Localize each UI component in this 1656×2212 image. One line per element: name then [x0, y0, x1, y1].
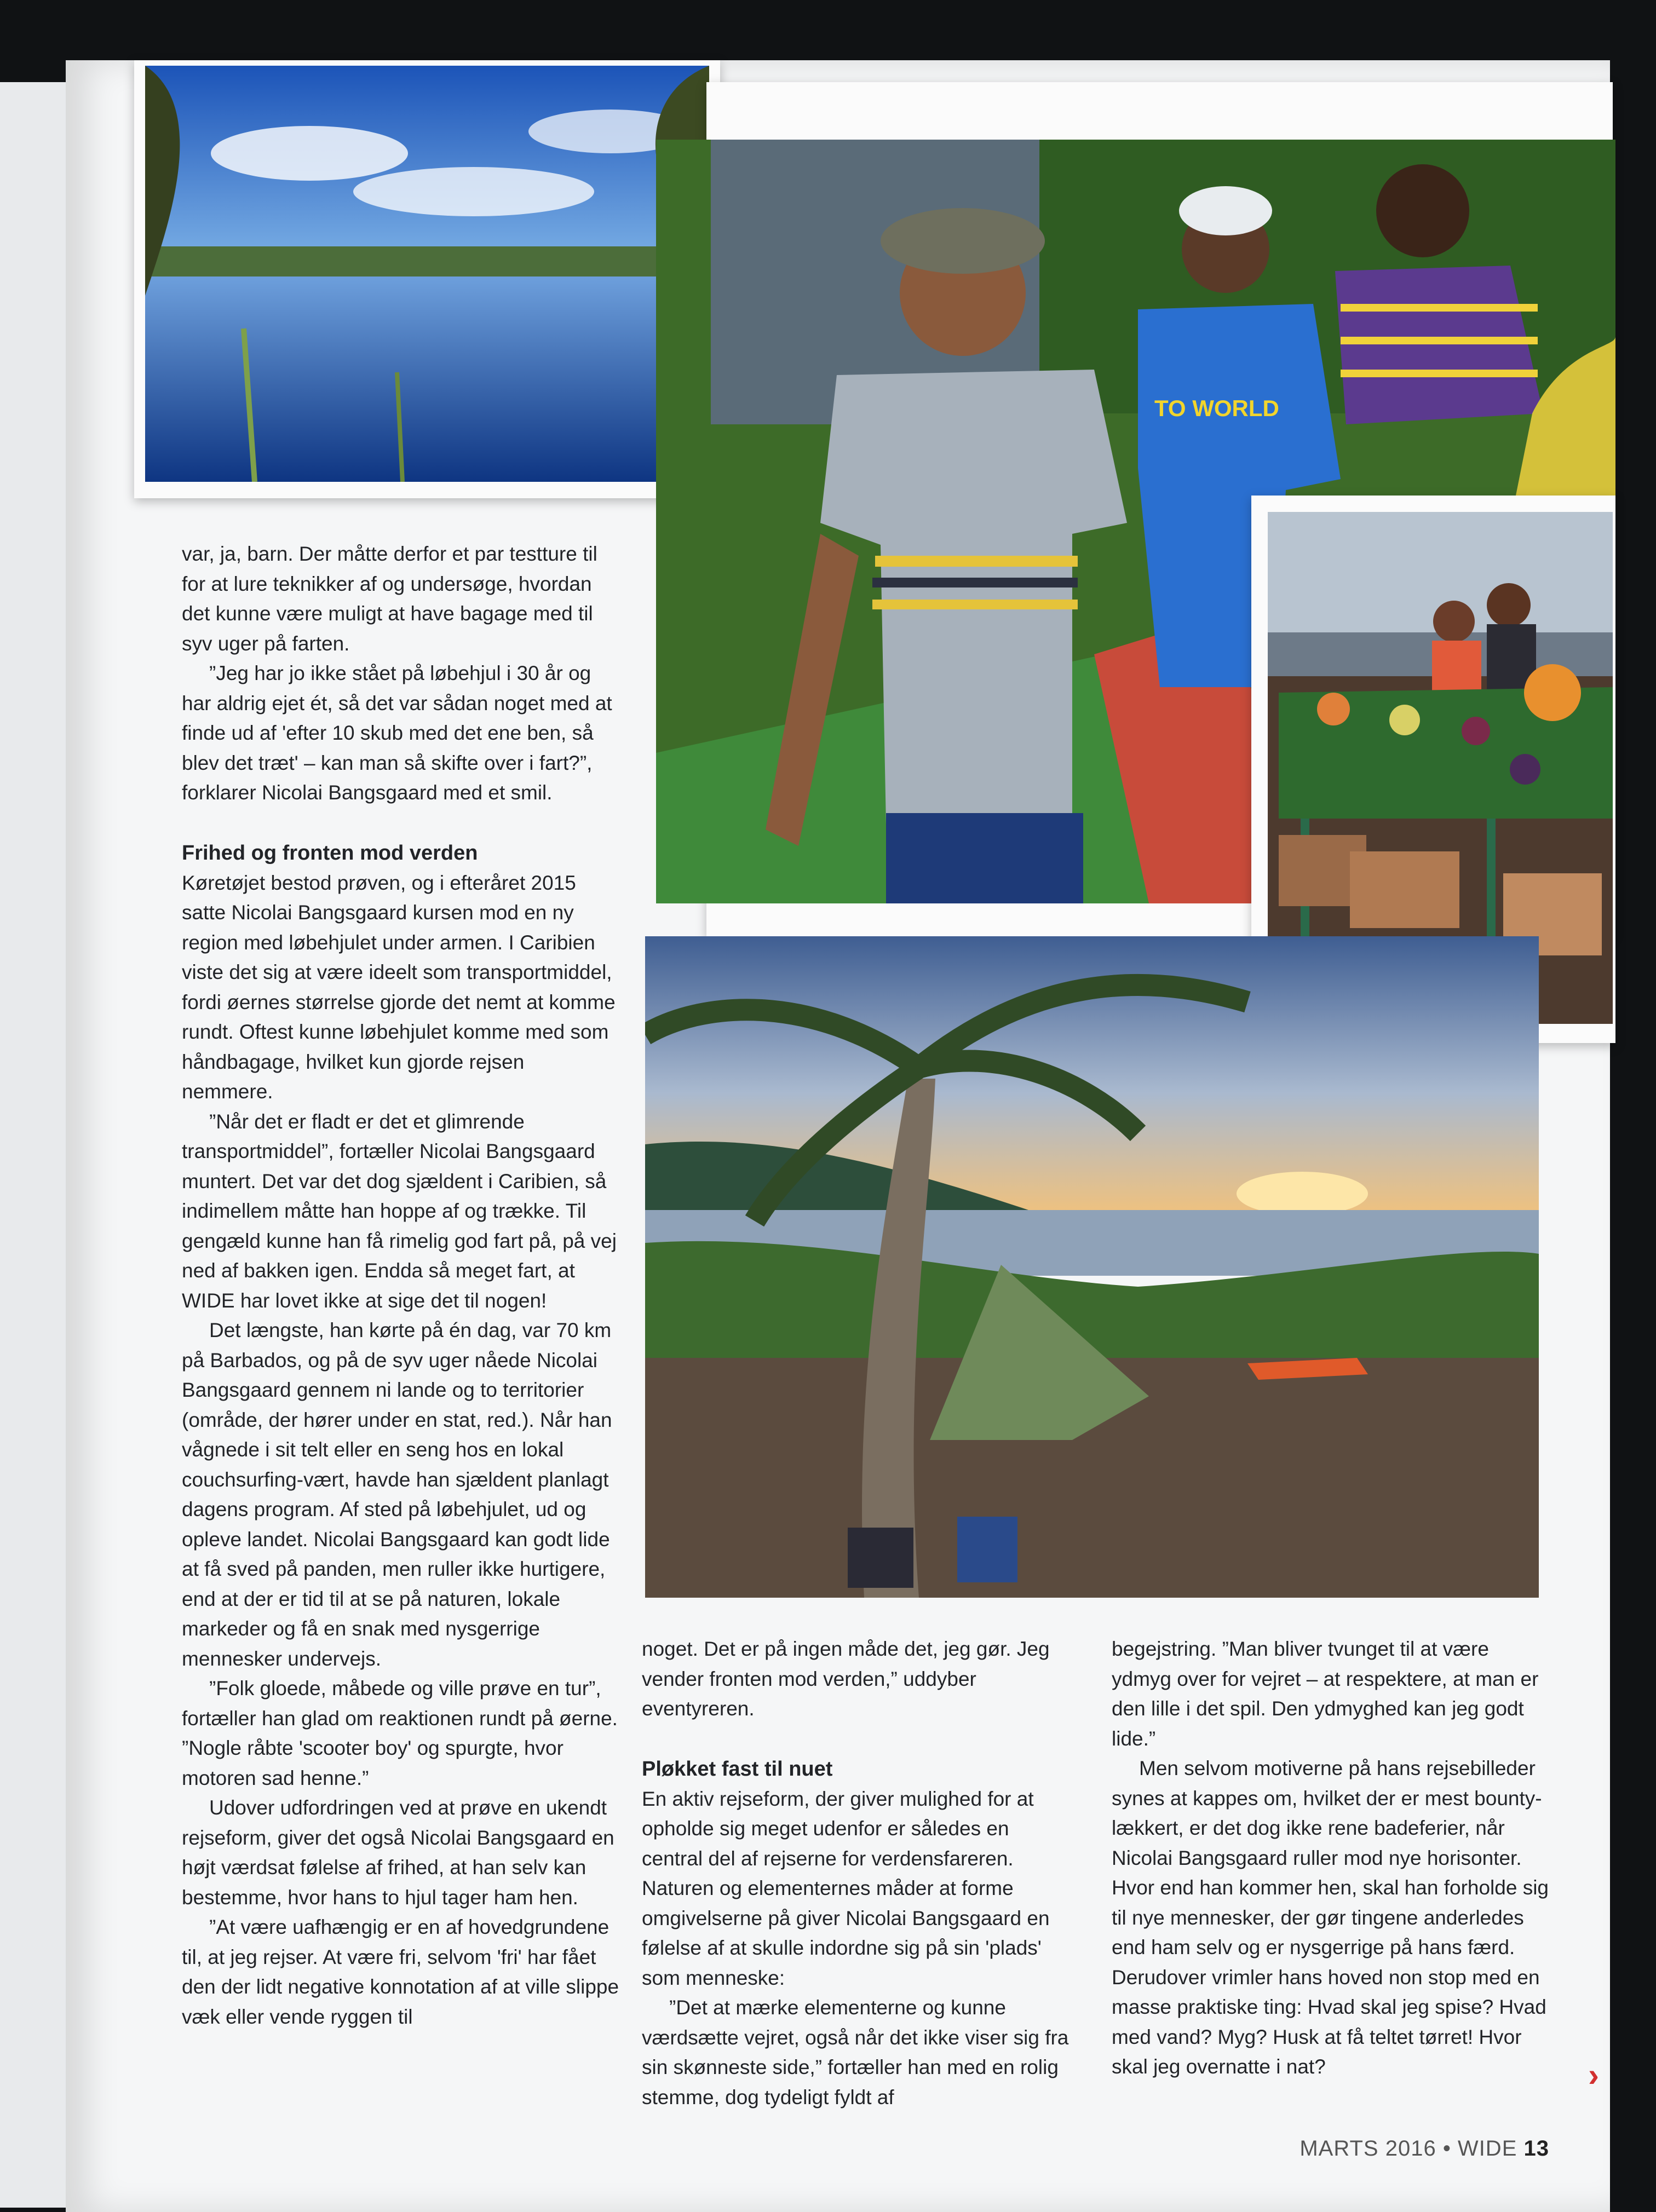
paragraph: var, ja, barn. Der måtte derfor et par testture til for at lure teknikker af og undersøge, hvordan det kunne være muligt at have bagage med til syv uger på farten.: [182, 543, 597, 655]
beach-tent-photo: [645, 936, 1539, 1598]
text-column-3: [1112, 1634, 1550, 2082]
beach-scene-icon: [645, 936, 1539, 1598]
previous-page-edge: [0, 82, 66, 2208]
page-number: 13: [1523, 2136, 1549, 2161]
spacer: [182, 808, 620, 838]
section-heading: Frihed og fronten mod verden: [182, 841, 478, 865]
issue-label: MARTS 2016 • WIDE: [1300, 2136, 1517, 2161]
lake-photo: [145, 66, 709, 482]
shirt-text: TO WORLD: [1154, 395, 1279, 421]
text-column-1: [182, 539, 620, 2032]
paragraph: ”Det at mærke elementerne og kunne værdsætte vejret, også når det ikke viser sig fra sin skønneste side,” fortæller han med en rolig stemme, dog tydeligt fyldt af: [642, 1996, 1069, 2109]
paragraph: Men selvom motiverne på hans rejsebilleder synes at kappes om, hvilket der er mest bounty-lækkert, er det dog ikke rene badeferier, når Nicolai Bangsgaard ruller mod nye horisonter. Hvor end han kommer hen, skal han forholde sig til nye mennesker, der gør tingene anderledes end ham selv og er nysgerrige på hans færd. Derudover vrimler hans hoved non stop med en masse praktiske ting: Hvad skal jeg spise? Hvad med vand? Myg? Husk at få teltet tørret! Hvor skal jeg overnatte i nat?: [1112, 1757, 1549, 2078]
paragraph: noget. Det er på ingen måde det, jeg gør. Jeg vender fronten mod verden,” uddyber eventyreren.: [642, 1638, 1050, 1720]
paragraph: begejstring. ”Man bliver tvunget til at være ydmyg over for vejret – at respektere, at man er den lille i det spil. Den ydmyghed kan jeg godt lide.”: [1112, 1638, 1539, 1750]
section-heading: Pløkket fast til nuet: [642, 1757, 833, 1781]
spacer: [642, 1724, 1069, 1754]
paragraph: Det længste, han kørte på én dag, var 70 km på Barbados, og på de syv uger nåede Nicolai Bangsgaard gennem ni lande og to territorier (område, der hører under en stat, red.). Når han vågnede i sit telt eller en seng hos en lokal couchsurfing-vært, havde han sjældent planlagt dagens program. Af sted på løbehjulet, ud og opleve landet. Nicolai Bangsgaard kan godt lide at få sved på panden, men ruller ikke hurtigere, end at der er tid til at se på naturen, lokale markeder og få en snak med nysgerrige mennesker undervejs.: [182, 1319, 612, 1670]
lake-scene-icon: [145, 66, 709, 482]
paragraph: Udover udfordringen ved at prøve en ukendt rejseform, giver det også Nicolai Bangsgaard en højt værdsat følelse af frihed, at han selv kan bestemme, hvor hans to hjul tager ham hen.: [182, 1796, 614, 1909]
paragraph: En aktiv rejseform, der giver mulighed for at opholde sig meget udenfor er således en central del af rejserne for verdensfareren. Naturen og elementernes måder at forme omgivelserne på giver Nicolai Bangsgaard en følelse af at skulle indordne sig på sin 'plads' som menneske:: [642, 1787, 1050, 1989]
text-column-2: [642, 1634, 1069, 2112]
page-footer: [1300, 2136, 1549, 2161]
paragraph: ”Når det er fladt er det et glimrende transportmiddel”, fortæller Nicolai Bangsgaard muntert. Det var det dog sjældent i Caribien, så indimellem måtte han hoppe af og trække. Til gengæld kunne han få rimelig god fart på, på vej ned af bakken igen. Endda så meget fart, at WIDE har lovet ikke at sige det til nogen!: [182, 1110, 617, 1312]
paragraph: Køretøjet bestod prøven, og i efteråret 2015 satte Nicolai Bangsgaard kursen mod en ny region med løbehjulet under armen. I Caribien viste det sig at være ideelt som transportmiddel, fordi øernes størrelse gjorde det nemt at komme rundt. Oftest kunne løbehjulet komme med som håndbagage, hvilket kun gjorde rejsen nemmere.: [182, 871, 616, 1103]
paragraph: ”At være uafhængig er en af hovedgrundene til, at jeg rejser. At være fri, selvom 'fri' har fået den der lidt negative konnotation af at ville slippe væk eller vende ryggen til: [182, 1916, 619, 2028]
paragraph: ”Folk gloede, måbede og ville prøve en tur”, fortæller han glad om reaktionen rundt på øerne. ”Nogle råbte 'scooter boy' og spurgte, hvor motoren sad henne.”: [182, 1677, 618, 1789]
paragraph: ”Jeg har jo ikke stået på løbehjul i 30 år og har aldrig ejet ét, så det var sådan noget med at finde ud af 'efter 10 skub med det ene ben, så blev det træt' – kan man så skifte over i fart?”, forklarer Nicolai Bangsgaard med et smil.: [182, 662, 612, 804]
chevron-right-icon: ›: [1588, 2057, 1599, 2093]
